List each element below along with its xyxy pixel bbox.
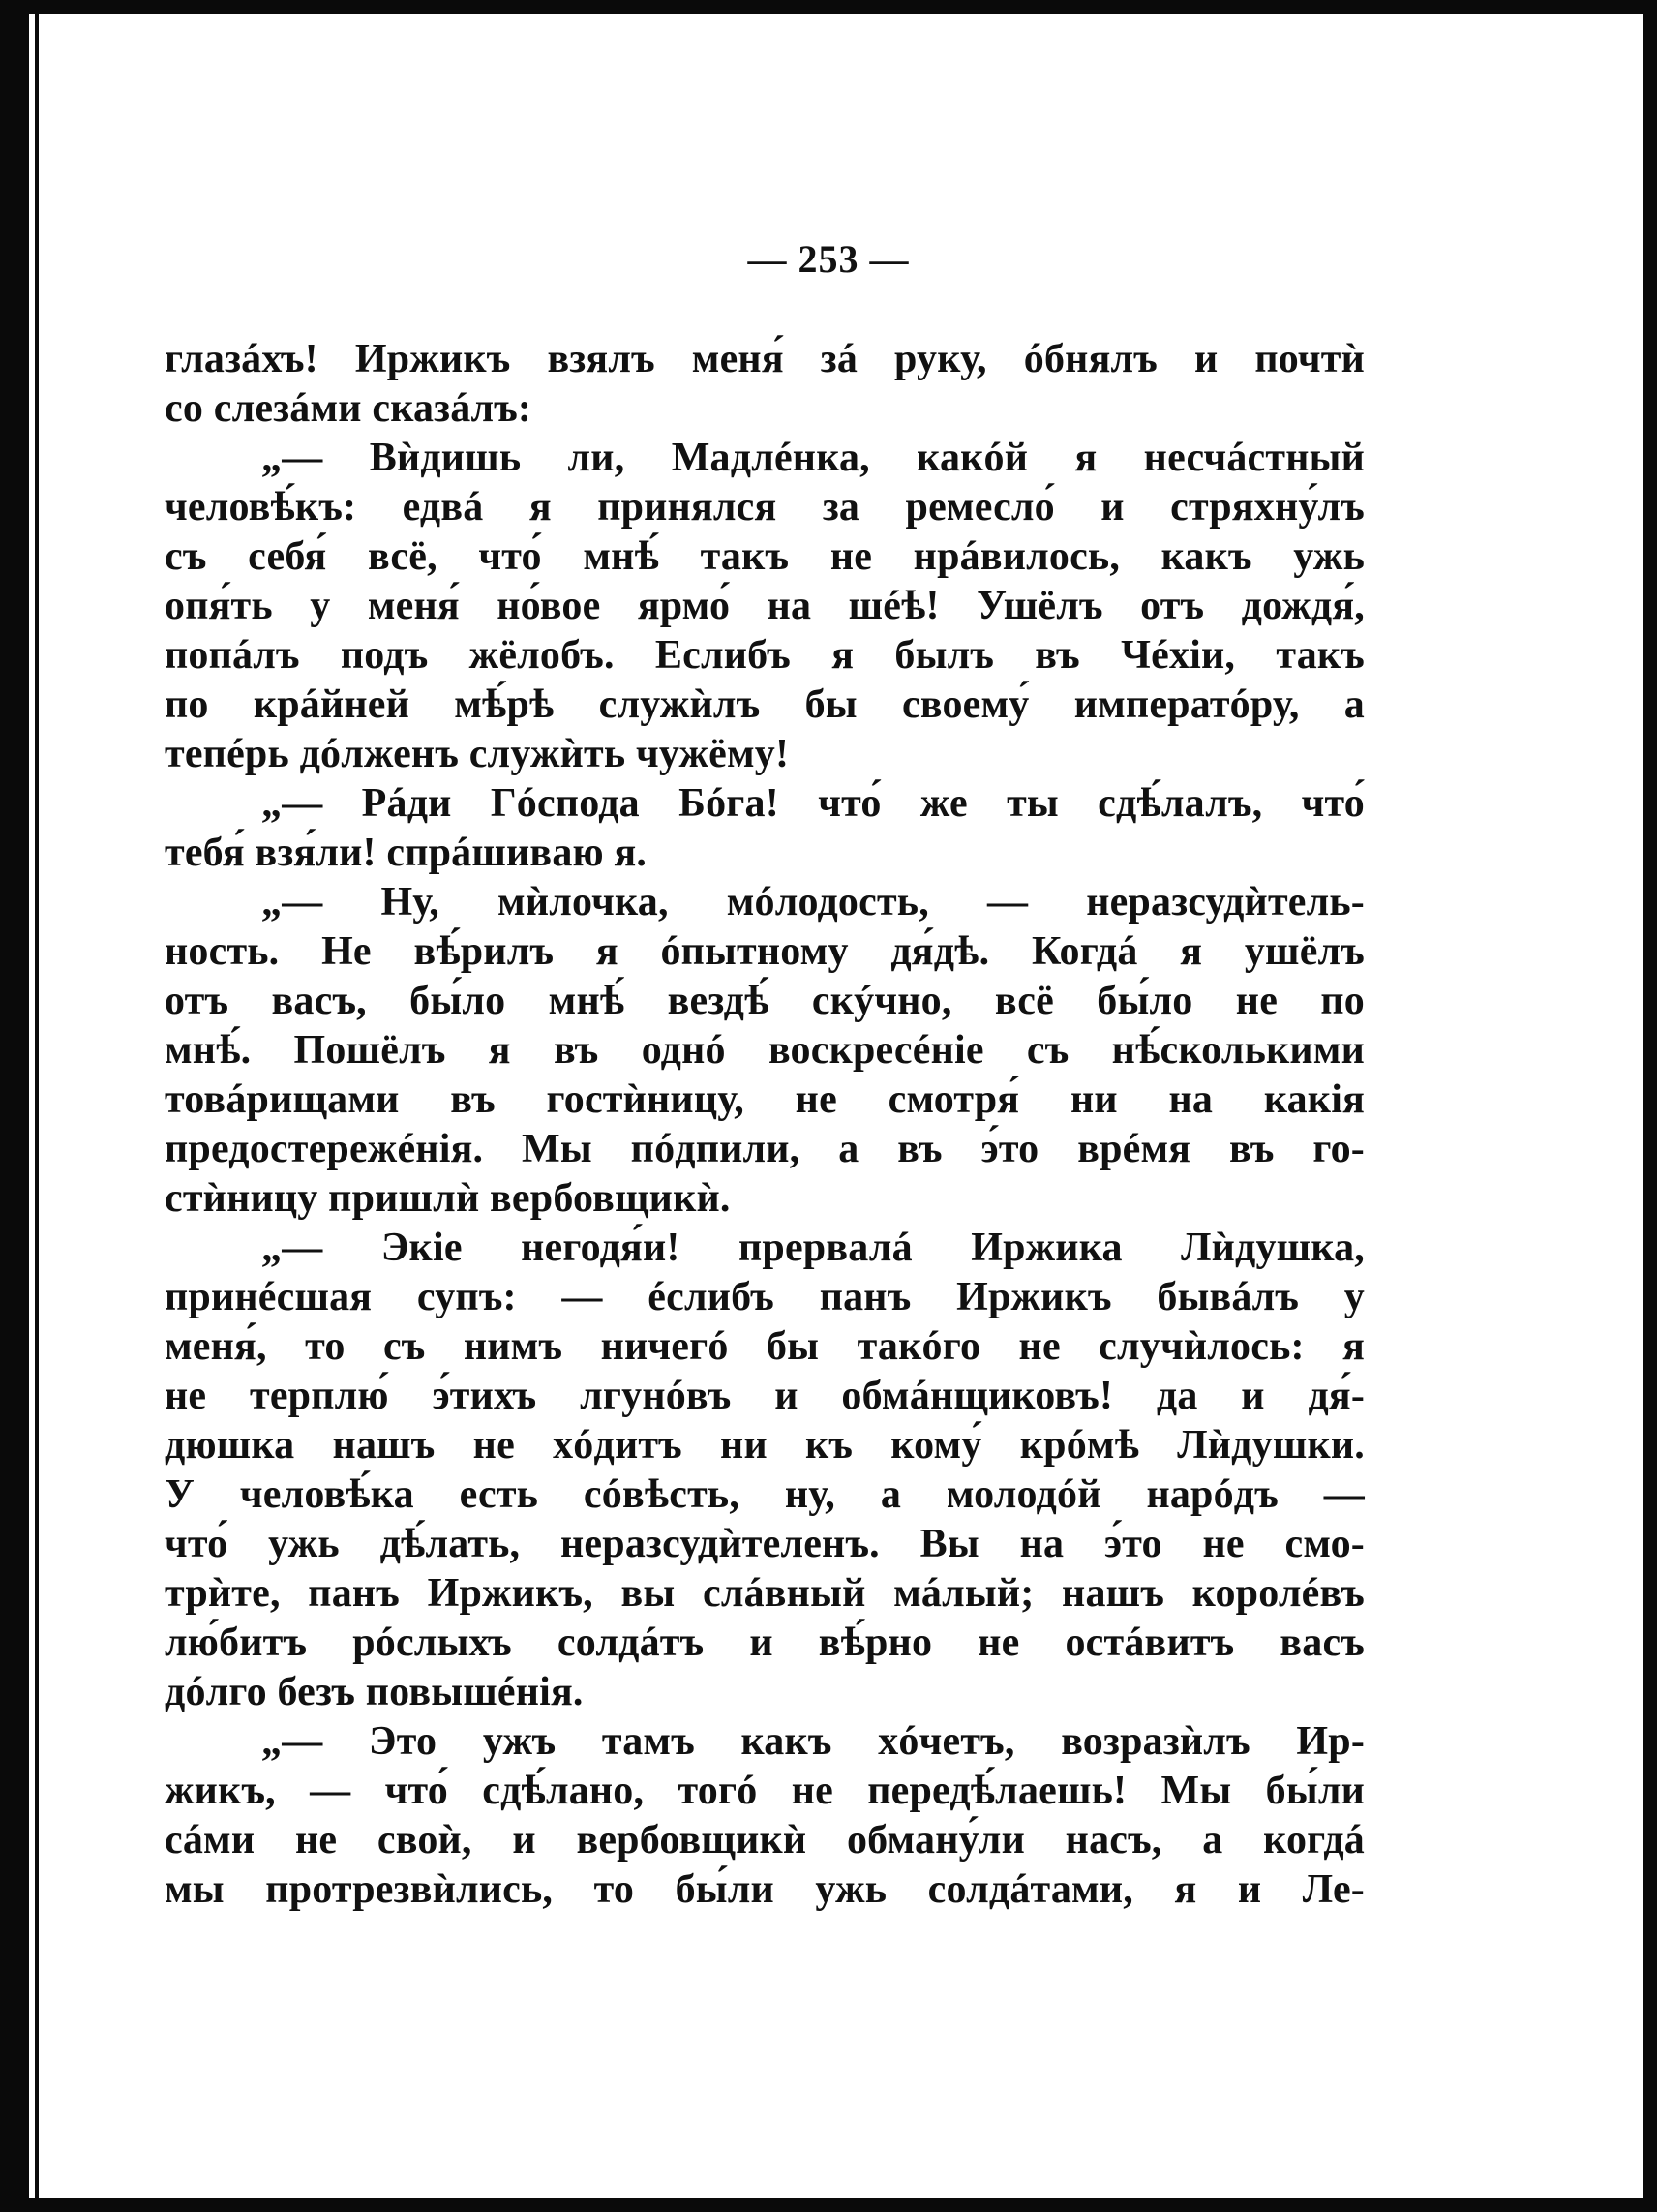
text-line: съ себя́ всё, что́ мнѣ́ такъ не нрáвилось, какъ ужь: [165, 534, 1365, 579]
text-line: У человѣ́ка есть сóвѣсть, ну, а молодóй нарóдъ —: [165, 1472, 1365, 1517]
text-line: меня́, то съ нимъ ничегó бы такóго не случѝлось: я: [165, 1324, 1365, 1369]
text-line: лю́битъ рóслыхъ солдáтъ и вѣ́рно не остáвитъ васъ: [165, 1621, 1365, 1665]
text-line: не терплю́ э́тихъ лгунóвъ и обмáнщиковъ! да и дя́-: [165, 1374, 1365, 1418]
text-line: мнѣ́. Пошёлъ я въ однó воскресéніе съ нѣ́сколькими: [165, 1028, 1365, 1073]
text-line: дюшка нашъ не хóдитъ ни къ кому́ крóмѣ Лѝдушки.: [165, 1423, 1365, 1468]
text-line: опя́ть у меня́ но́вое ярмо́ на шéѣ! Ушёлъ отъ дождя́,: [165, 584, 1365, 628]
text-line: что́ ужь дѣ́лать, неразсудѝтеленъ. Вы на э́то не смо-: [165, 1522, 1365, 1566]
body-text: [165, 335, 1365, 1915]
text-line: сáми не своѝ, и вербовщикѝ обману́ли насъ, а когдá: [165, 1818, 1365, 1863]
text-line: жикъ, — что́ сдѣ́лано, тогó не передѣ́лаешь! Мы бы́ли: [165, 1769, 1365, 1813]
text-line: тебя́ взя́ли! спрáшиваю я.: [165, 831, 648, 875]
text-line: глазáхъ! Иржикъ взялъ меня́ зá руку, óбнялъ и почтѝ: [165, 337, 1365, 381]
text-line: попáлъ подъ жёлобъ. Еслибъ я былъ въ Чéхіи, такъ: [165, 633, 1365, 678]
page-border-top: [0, 0, 1657, 14]
text-line: „— Экіе негодя́и! прервалá Иржика Лѝдушка,: [261, 1226, 1365, 1270]
text-line: „— Это ужъ тамъ какъ хóчетъ, возразѝлъ Ир-: [261, 1719, 1365, 1764]
text-line: „— Рáди Гóспода Бóга! что́ же ты сдѣ́лалъ, что́: [261, 781, 1365, 826]
page-border-left: [0, 0, 29, 2212]
page-border-right: [1643, 0, 1657, 2212]
text-line: человѣ́къ: едвá я принялся за ремесло́ и стряхну́лъ: [165, 485, 1365, 530]
text-line: мы протрезвѝлись, то бы́ли ужь солдáтами, я и Ле-: [165, 1867, 1365, 1912]
text-line: тепéрь дóлженъ служѝть чужёму!: [165, 732, 790, 776]
text-line: отъ васъ, бы́ло мнѣ́ вездѣ́ скýчно, всё бы́ло не по: [165, 979, 1365, 1023]
page-number: — 253 —: [747, 237, 910, 281]
text-line: „— Ну, мѝлочка, мóлодость, — неразсудѝтель-: [261, 880, 1365, 924]
page-border-bottom: [0, 2198, 1657, 2212]
text-line: предостережéнія. Мы пóдпили, а въ э́то врéмя въ го-: [165, 1127, 1365, 1171]
text-line: по крáйней мѣ́рѣ служѝлъ бы своему́ императóру, а: [165, 682, 1365, 727]
text-line: стѝницу пришлѝ вербовщикѝ.: [165, 1176, 731, 1221]
text-line: товáрищами въ гостѝницу, не смотря́ ни на какія: [165, 1077, 1365, 1122]
page-border-left-inner: [35, 14, 39, 2212]
text-line: дóлго безъ повышéнія.: [165, 1670, 584, 1714]
text-line: ность. Не вѣ́рилъ я óпытному дя́дѣ. Когдá я ушёлъ: [165, 929, 1365, 974]
text-line: „— Вѝдишь ли, Мадлéнка, какóй я несчáстный: [261, 436, 1365, 480]
text-line: со слезáми сказáлъ:: [165, 386, 532, 431]
text-line: принéсшая супъ: — éслибъ панъ Иржикъ бывáлъ у: [165, 1275, 1365, 1319]
text-line: трѝте, панъ Иржикъ, вы слáвный мáлый; нашъ королéвъ: [165, 1571, 1365, 1616]
